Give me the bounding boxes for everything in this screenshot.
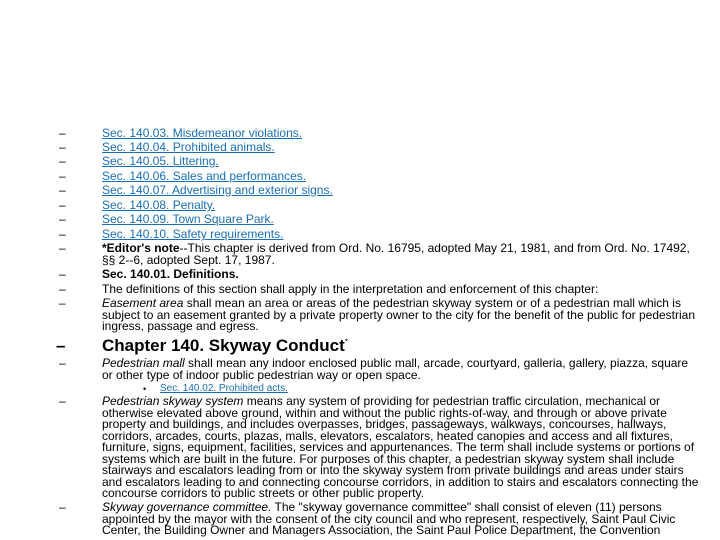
link-sec-140-02[interactable]: Sec. 140.02. Prohibited acts. bbox=[160, 383, 288, 394]
list-dash: – bbox=[59, 126, 66, 140]
editors-note-label: *Editor's note bbox=[102, 241, 180, 255]
list-dash: – bbox=[59, 356, 66, 370]
pedestrian-mall-text: shall mean any indoor enclosed public mall, arcade, courtyard, galleria, gallery, piazza, square or other type of indoor public pedestrian way or open space. bbox=[102, 356, 689, 382]
link-sec-140-04[interactable]: Sec. 140.04. Prohibited animals. bbox=[102, 140, 275, 154]
list-dash: – bbox=[59, 140, 66, 154]
link-sec-140-09[interactable]: Sec. 140.09. Town Square Park. bbox=[102, 212, 274, 226]
link-sec-140-03[interactable]: Sec. 140.03. Misdemeanor violations. bbox=[102, 126, 303, 140]
governance-text: The "skyway governance committee" shall consist of eleven (11) persons appointed by the mayor with the consent of the city council and who represent, respectively, Saint Paul Civic Center, the Building Owner and Managers Association, the Saint Paul Police Department, the Convention bbox=[102, 500, 676, 537]
link-sec-140-07[interactable]: Sec. 140.07. Advertising and exterior signs. bbox=[102, 183, 333, 197]
list-dash: – bbox=[59, 267, 66, 281]
list-dash: – bbox=[59, 198, 66, 212]
easement-term: Easement area bbox=[102, 296, 184, 310]
easement-text: shall mean an area or areas of the pedestrian skyway system or of a pedestrian mall which is subject to an easement granted by a private property owner to the city for the benefit of the public for pedestrian ingress, passage and egress. bbox=[102, 296, 696, 333]
list-dash: – bbox=[59, 500, 66, 514]
link-sec-140-10[interactable]: Sec. 140.10. Safety requirements. bbox=[102, 227, 284, 241]
list-dash: – bbox=[59, 282, 66, 296]
skyway-system-term: Pedestrian skyway system bbox=[102, 394, 244, 408]
link-sec-140-08[interactable]: Sec. 140.08. Penalty. bbox=[102, 198, 216, 212]
chapter-title: Chapter 140. Skyway Conduct bbox=[102, 336, 345, 355]
list-dash: – bbox=[59, 227, 66, 241]
list-dash: – bbox=[59, 394, 66, 408]
list-dash: – bbox=[59, 296, 66, 310]
list-dash: – bbox=[59, 183, 66, 197]
skyway-system-text: means any system of providing for pedestrian traffic circulation, mechanical or otherwise elevated above ground, within and without the public rights-of-way, and through or above private property and buildings, and includes overpasses, bridges, passageways, walkways, concourses, hallways, corridors, arcades, courts, plazas, malls, elevators, escalators, heated canopies and access and all fixtures, furniture, signs, equipment, facilities, services and appurtenances. The term shall include systems or portions of systems which are built in the future. For purposes of this chapter, a pedestrian skyway system shall include stairways and escalators leading from or into the skyway system from private buildings and areas under stairs and escalators leading to and connecting concourse corridors, in addition to stairs and escalators connecting the concourse corridors to public streets or other public property. bbox=[102, 394, 699, 500]
link-sec-140-06[interactable]: Sec. 140.06. Sales and performances. bbox=[102, 169, 307, 183]
definitions-heading: Sec. 140.01. Definitions. bbox=[102, 267, 239, 281]
list-dash: – bbox=[59, 212, 66, 226]
bullet-icon: • bbox=[143, 384, 147, 394]
pedestrian-mall-term: Pedestrian mall bbox=[102, 356, 185, 370]
governance-term: Skyway governance committee. bbox=[102, 500, 272, 514]
link-sec-140-05[interactable]: Sec. 140.05. Littering. bbox=[102, 154, 219, 168]
editors-note-text: --This chapter is derived from Ord. No. 16795, adopted May 21, 1981, and from Ord. No. 17492, §§ 2--6, adopted Sept. 17, 1987. bbox=[102, 241, 690, 267]
list-dash: – bbox=[59, 169, 66, 183]
list-dash: – bbox=[59, 241, 66, 255]
list-dash: – bbox=[59, 154, 66, 168]
definitions-intro: The definitions of this section shall apply in the interpretation and enforcement of this chapter: bbox=[102, 282, 599, 296]
chapter-footnote-mark: * bbox=[344, 337, 348, 347]
list-dash: – bbox=[56, 336, 66, 355]
